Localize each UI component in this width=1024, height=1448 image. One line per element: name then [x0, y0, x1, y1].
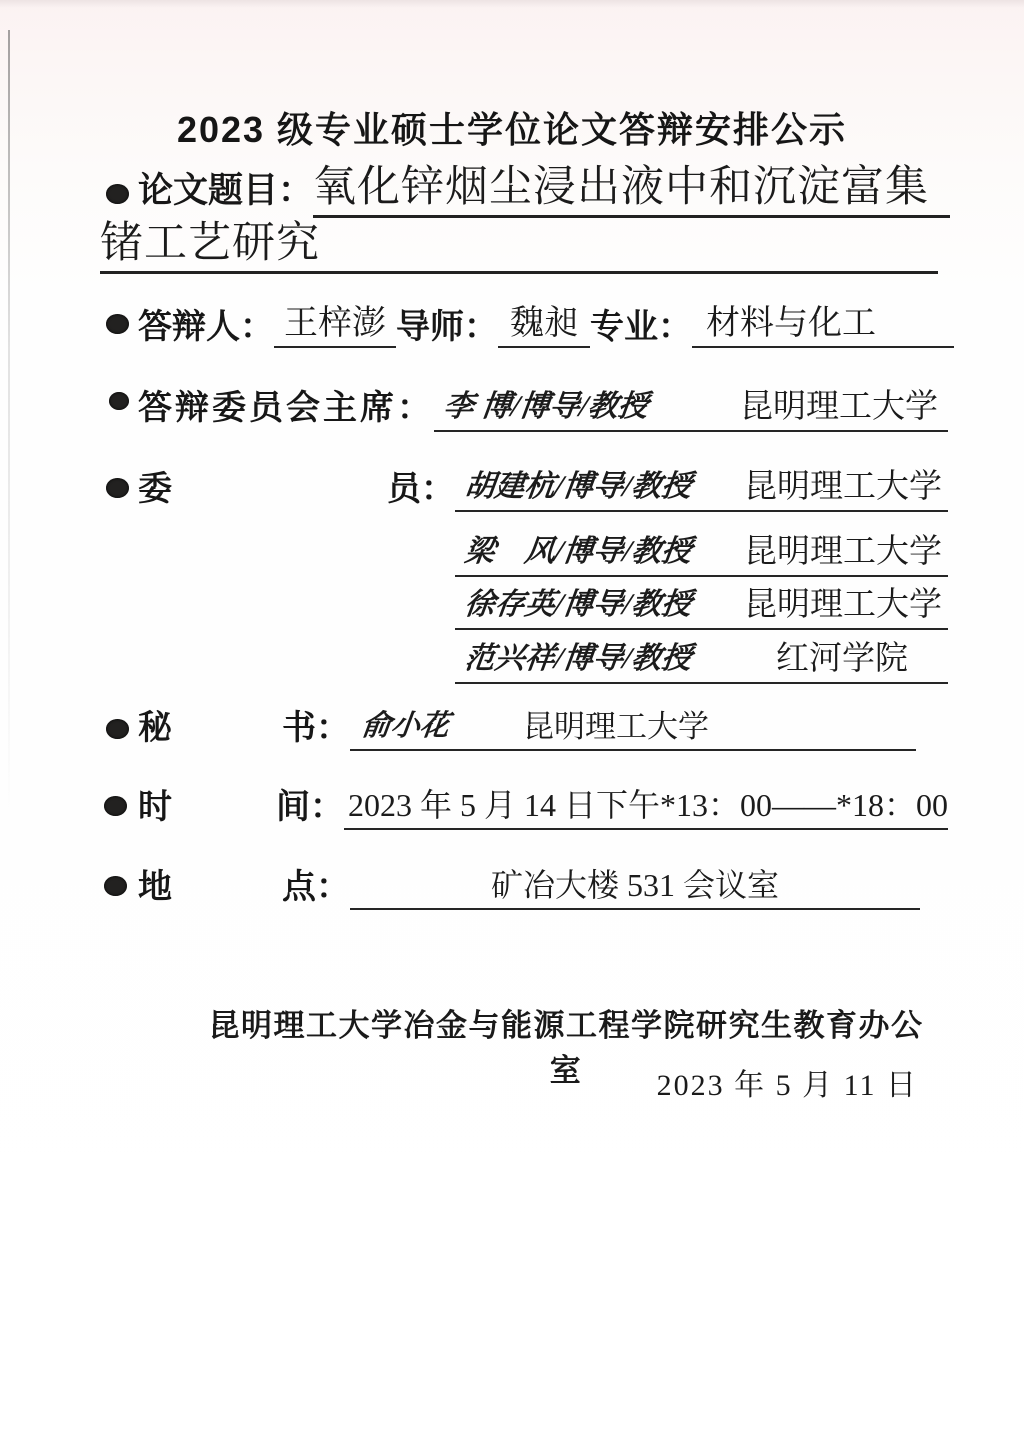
committee-member-group [455, 525, 948, 577]
chair-label: 答辩委员会主席： [138, 390, 434, 427]
time-value: 2023 年 5 月 14 日下午*13：00——*18：00 [347, 787, 948, 823]
time-label [138, 779, 344, 830]
location-value-group [350, 860, 920, 910]
defender-row [138, 300, 954, 348]
scan-top-edge-artifact [0, 0, 1024, 8]
committee-member-group [455, 632, 948, 684]
committee-member-name: 徐存英/博导/教授 [462, 588, 694, 621]
location-row [138, 862, 920, 910]
committee-member-name: 梁 风/博导/教授 [462, 535, 694, 568]
location-label-right: 点： [282, 869, 350, 906]
committee-member-name: 范兴祥/博导/教授 [462, 642, 694, 675]
committee-label-left: 委 [138, 471, 172, 508]
footer-date: 2023 年 5 月 11 日 [656, 1069, 918, 1102]
location-label [138, 859, 350, 910]
chair-value-group [434, 380, 948, 432]
secretary-row [138, 705, 916, 751]
committee-row [455, 530, 948, 577]
secretary-label [138, 700, 350, 751]
committee-row [138, 464, 948, 512]
bullet-icon [106, 184, 129, 204]
committee-member-group [455, 578, 948, 630]
time-label-right: 间： [275, 789, 344, 826]
chair-institution: 昆明理工大学 [740, 389, 938, 425]
footer-office-name: 昆明理工大学冶金与能源工程学院研究生教育办公室 [208, 1008, 924, 1088]
advisor-name: 魏昶 [498, 295, 590, 348]
secretary-label-right: 书： [282, 710, 350, 747]
bullet-icon [104, 796, 127, 816]
bullet-icon [106, 314, 129, 334]
defender-label: 答辩人： [138, 309, 274, 346]
secretary-name: 俞小花 [359, 710, 451, 742]
committee-member-institution: 昆明理工大学 [744, 469, 942, 505]
committee-label [138, 461, 455, 512]
defender-name: 王梓澎 [274, 295, 396, 348]
committee-member-institution: 昆明理工大学 [744, 587, 942, 623]
time-label-left: 时 [138, 789, 172, 826]
page-title: 2023 级专业硕士学位论文答辩安排公示 [176, 109, 848, 150]
committee-row [455, 583, 948, 630]
committee-member-institution: 红河学院 [776, 641, 908, 677]
committee-member-name: 胡建杭/博导/教授 [462, 470, 694, 503]
committee-row [455, 637, 948, 684]
major-value: 材料与化工 [692, 295, 954, 348]
bullet-icon [106, 478, 129, 498]
secretary-label-left: 秘 [138, 710, 172, 747]
bullet-icon [104, 876, 127, 896]
location-label-left: 地 [138, 869, 172, 906]
time-value-group [344, 780, 948, 830]
committee-label-right: 员： [387, 471, 455, 508]
chair-row [138, 380, 948, 432]
location-value: 矿冶大楼 531 会议室 [490, 867, 779, 903]
bullet-icon [106, 719, 129, 739]
thesis-title-row-2 [100, 220, 938, 274]
time-row [138, 782, 948, 830]
committee-member-institution: 昆明理工大学 [744, 534, 942, 570]
thesis-title-value-line1: 氧化锌烟尘浸出液中和沉淀富集 [313, 153, 950, 218]
major-label: 专业： [590, 309, 692, 346]
secretary-value-group [350, 701, 916, 751]
bullet-icon [109, 392, 129, 410]
secretary-institution: 昆明理工大学 [523, 709, 710, 744]
advisor-label: 导师： [396, 309, 498, 346]
thesis-title-value-line2: 锗工艺研究 [100, 209, 938, 274]
chair-name: 李 博/博导/教授 [441, 390, 650, 423]
committee-member-group [455, 460, 948, 512]
thesis-title-label: 论文题目： [138, 171, 314, 210]
